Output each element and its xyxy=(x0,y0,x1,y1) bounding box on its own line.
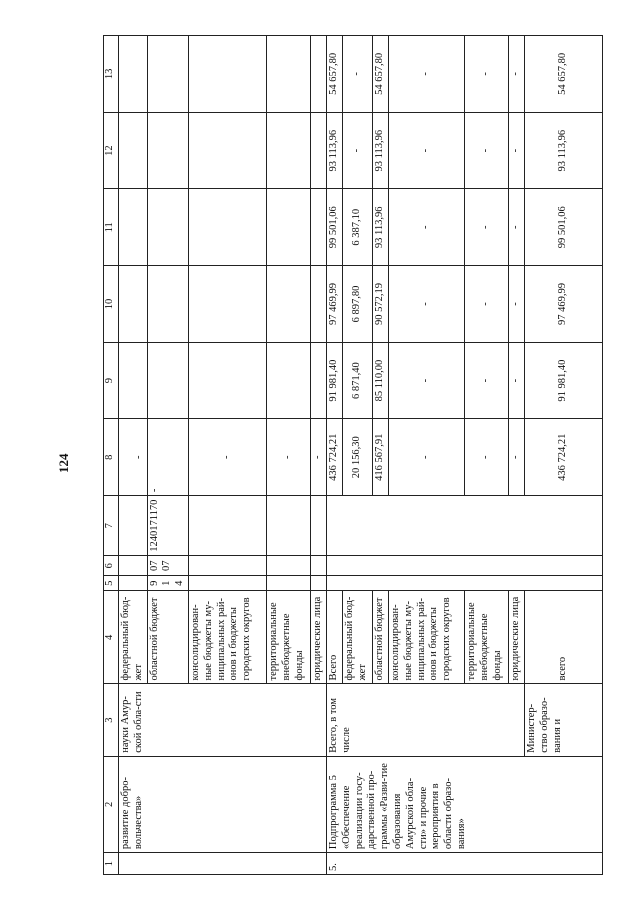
amount-cell xyxy=(310,189,326,266)
rotated-page xyxy=(103,35,569,875)
amount-cell: 54 657,80 xyxy=(524,36,602,113)
amount-cell: - xyxy=(508,189,524,266)
program-name-cell: развитие добро-вольчества» xyxy=(119,756,327,852)
grbs-cell xyxy=(188,576,266,591)
grbs-cell xyxy=(266,576,310,591)
amount-cell xyxy=(119,266,148,343)
table-row xyxy=(326,36,342,875)
amount-cell: 99 501,06 xyxy=(524,189,602,266)
amount-cell: 54 657,80 xyxy=(326,36,342,113)
header-cell: 10 xyxy=(104,266,119,343)
amount-cell: 20 156,30 xyxy=(342,419,372,496)
amount-cell: 93 113,96 xyxy=(326,112,342,189)
amount-cell xyxy=(266,112,310,189)
amount-cell: 436 724,21 xyxy=(524,419,602,496)
source-cell: Всего xyxy=(326,591,342,684)
table-row xyxy=(524,36,602,875)
amount-cell: 6 387,10 xyxy=(342,189,372,266)
amount-cell xyxy=(147,342,188,419)
rzpr-cell: 0707 xyxy=(147,556,188,576)
amount-cell xyxy=(188,266,266,343)
csr-cell xyxy=(326,496,602,556)
amount-cell xyxy=(147,189,188,266)
amount-cell: 436 724,21 xyxy=(326,419,342,496)
csr-cell xyxy=(119,496,148,556)
page-number: 124 xyxy=(56,453,71,473)
amount-cell xyxy=(310,266,326,343)
amount-cell: 91 981,40 xyxy=(524,342,602,419)
amount-cell: - xyxy=(464,112,508,189)
amount-cell: - xyxy=(464,36,508,113)
amount-cell: - xyxy=(188,419,266,496)
rzpr-cell xyxy=(188,556,266,576)
amount-cell: - xyxy=(508,112,524,189)
amount-cell: 97 469,99 xyxy=(326,266,342,343)
source-cell: всего xyxy=(524,591,602,684)
amount-cell: 6 897,80 xyxy=(342,266,372,343)
amount-cell xyxy=(266,36,310,113)
executor-cell: науки Амур-ской обла-сти xyxy=(119,684,327,756)
grbs-cell: 914 xyxy=(147,576,188,591)
amount-cell: 93 113,96 xyxy=(524,112,602,189)
amount-cell xyxy=(188,342,266,419)
amount-cell: - xyxy=(147,419,188,496)
header-cell: 12 xyxy=(104,112,119,189)
source-cell: юридические лица xyxy=(310,591,326,684)
amount-cell xyxy=(119,342,148,419)
amount-cell: - xyxy=(119,419,148,496)
amount-cell xyxy=(188,189,266,266)
executor-cell: Всего, в том числе xyxy=(326,684,524,756)
amount-cell: 93 113,96 xyxy=(372,112,388,189)
amount-cell xyxy=(310,112,326,189)
amount-cell: - xyxy=(464,419,508,496)
amount-cell: - xyxy=(464,266,508,343)
amount-cell xyxy=(147,36,188,113)
amount-cell: - xyxy=(310,419,326,496)
amount-cell xyxy=(147,266,188,343)
amount-cell xyxy=(266,342,310,419)
header-cell: 11 xyxy=(104,189,119,266)
amount-cell: 91 981,40 xyxy=(326,342,342,419)
header-row xyxy=(104,36,119,875)
rzpr-cell xyxy=(310,556,326,576)
amount-cell: 99 501,06 xyxy=(326,189,342,266)
amount-cell: 416 567,91 xyxy=(372,419,388,496)
amount-cell: 85 110,00 xyxy=(372,342,388,419)
amount-cell: - xyxy=(508,342,524,419)
row-number-cell xyxy=(119,853,327,875)
amount-cell: - xyxy=(388,266,464,343)
amount-cell xyxy=(119,112,148,189)
header-cell: 9 xyxy=(104,342,119,419)
amount-cell: - xyxy=(508,36,524,113)
header-cell: 1 xyxy=(104,853,119,875)
grbs-cell xyxy=(310,576,326,591)
amount-cell: - xyxy=(508,266,524,343)
header-cell: 7 xyxy=(104,496,119,556)
header-cell: 8 xyxy=(104,419,119,496)
header-cell: 5 xyxy=(104,576,119,591)
amount-cell: - xyxy=(388,342,464,419)
source-cell: федеральный бюд-жет xyxy=(119,591,148,684)
rzpr-cell xyxy=(326,556,602,576)
amount-cell: - xyxy=(388,112,464,189)
amount-cell: - xyxy=(464,189,508,266)
amount-cell xyxy=(119,189,148,266)
source-cell: юридические лица xyxy=(508,591,524,684)
amount-cell: - xyxy=(508,419,524,496)
header-cell: 6 xyxy=(104,556,119,576)
executor-cell: Министер-ство образо-вания и xyxy=(524,684,602,756)
amount-cell: - xyxy=(342,112,372,189)
amount-cell xyxy=(147,112,188,189)
grbs-cell xyxy=(326,576,602,591)
source-cell: областной бюджет xyxy=(372,591,388,684)
csr-cell xyxy=(310,496,326,556)
header-cell: 13 xyxy=(104,36,119,113)
csr-cell xyxy=(188,496,266,556)
header-cell: 4 xyxy=(104,591,119,684)
amount-cell: - xyxy=(266,419,310,496)
table-row xyxy=(119,36,148,875)
amount-cell: 97 469,99 xyxy=(524,266,602,343)
amount-cell xyxy=(310,342,326,419)
source-cell: федеральный бюд-жет xyxy=(342,591,372,684)
source-cell: областной бюджет xyxy=(147,591,188,684)
amount-cell xyxy=(266,266,310,343)
rzpr-cell xyxy=(119,556,148,576)
amount-cell: 93 113,96 xyxy=(372,189,388,266)
amount-cell: 6 871,40 xyxy=(342,342,372,419)
header-cell: 3 xyxy=(104,684,119,756)
amount-cell xyxy=(188,36,266,113)
source-cell: консолидирован-ные бюджеты му-ниципальных рай-онов и бюджеты городских округов xyxy=(188,591,266,684)
amount-cell xyxy=(119,36,148,113)
amount-cell xyxy=(266,189,310,266)
csr-cell xyxy=(266,496,310,556)
amount-cell: 54 657,80 xyxy=(372,36,388,113)
grbs-cell xyxy=(119,576,148,591)
source-cell: территориальные внебюджетные фонды xyxy=(266,591,310,684)
amount-cell: - xyxy=(464,342,508,419)
amount-cell xyxy=(188,112,266,189)
budget-table xyxy=(103,35,603,875)
rzpr-cell xyxy=(266,556,310,576)
amount-cell: - xyxy=(388,189,464,266)
source-cell: территориальные внебюджетные фонды xyxy=(464,591,508,684)
amount-cell: - xyxy=(342,36,372,113)
header-cell: 2 xyxy=(104,756,119,852)
amount-cell: 90 572,19 xyxy=(372,266,388,343)
amount-cell: - xyxy=(388,419,464,496)
csr-cell: 1240171170 xyxy=(147,496,188,556)
source-cell: консолидирован-ные бюджеты му-ниципальных рай-онов и бюджеты городских округов xyxy=(388,591,464,684)
row-number-cell: 5. xyxy=(326,853,602,875)
amount-cell xyxy=(310,36,326,113)
amount-cell: - xyxy=(388,36,464,113)
program-name-cell: Подпрограмма 5 «Обеспечение реализации госу-дарственной про-граммы «Разви-тие образования Амурской обла-сти» и прочие мероприятия в области образо-вания» xyxy=(326,756,602,852)
